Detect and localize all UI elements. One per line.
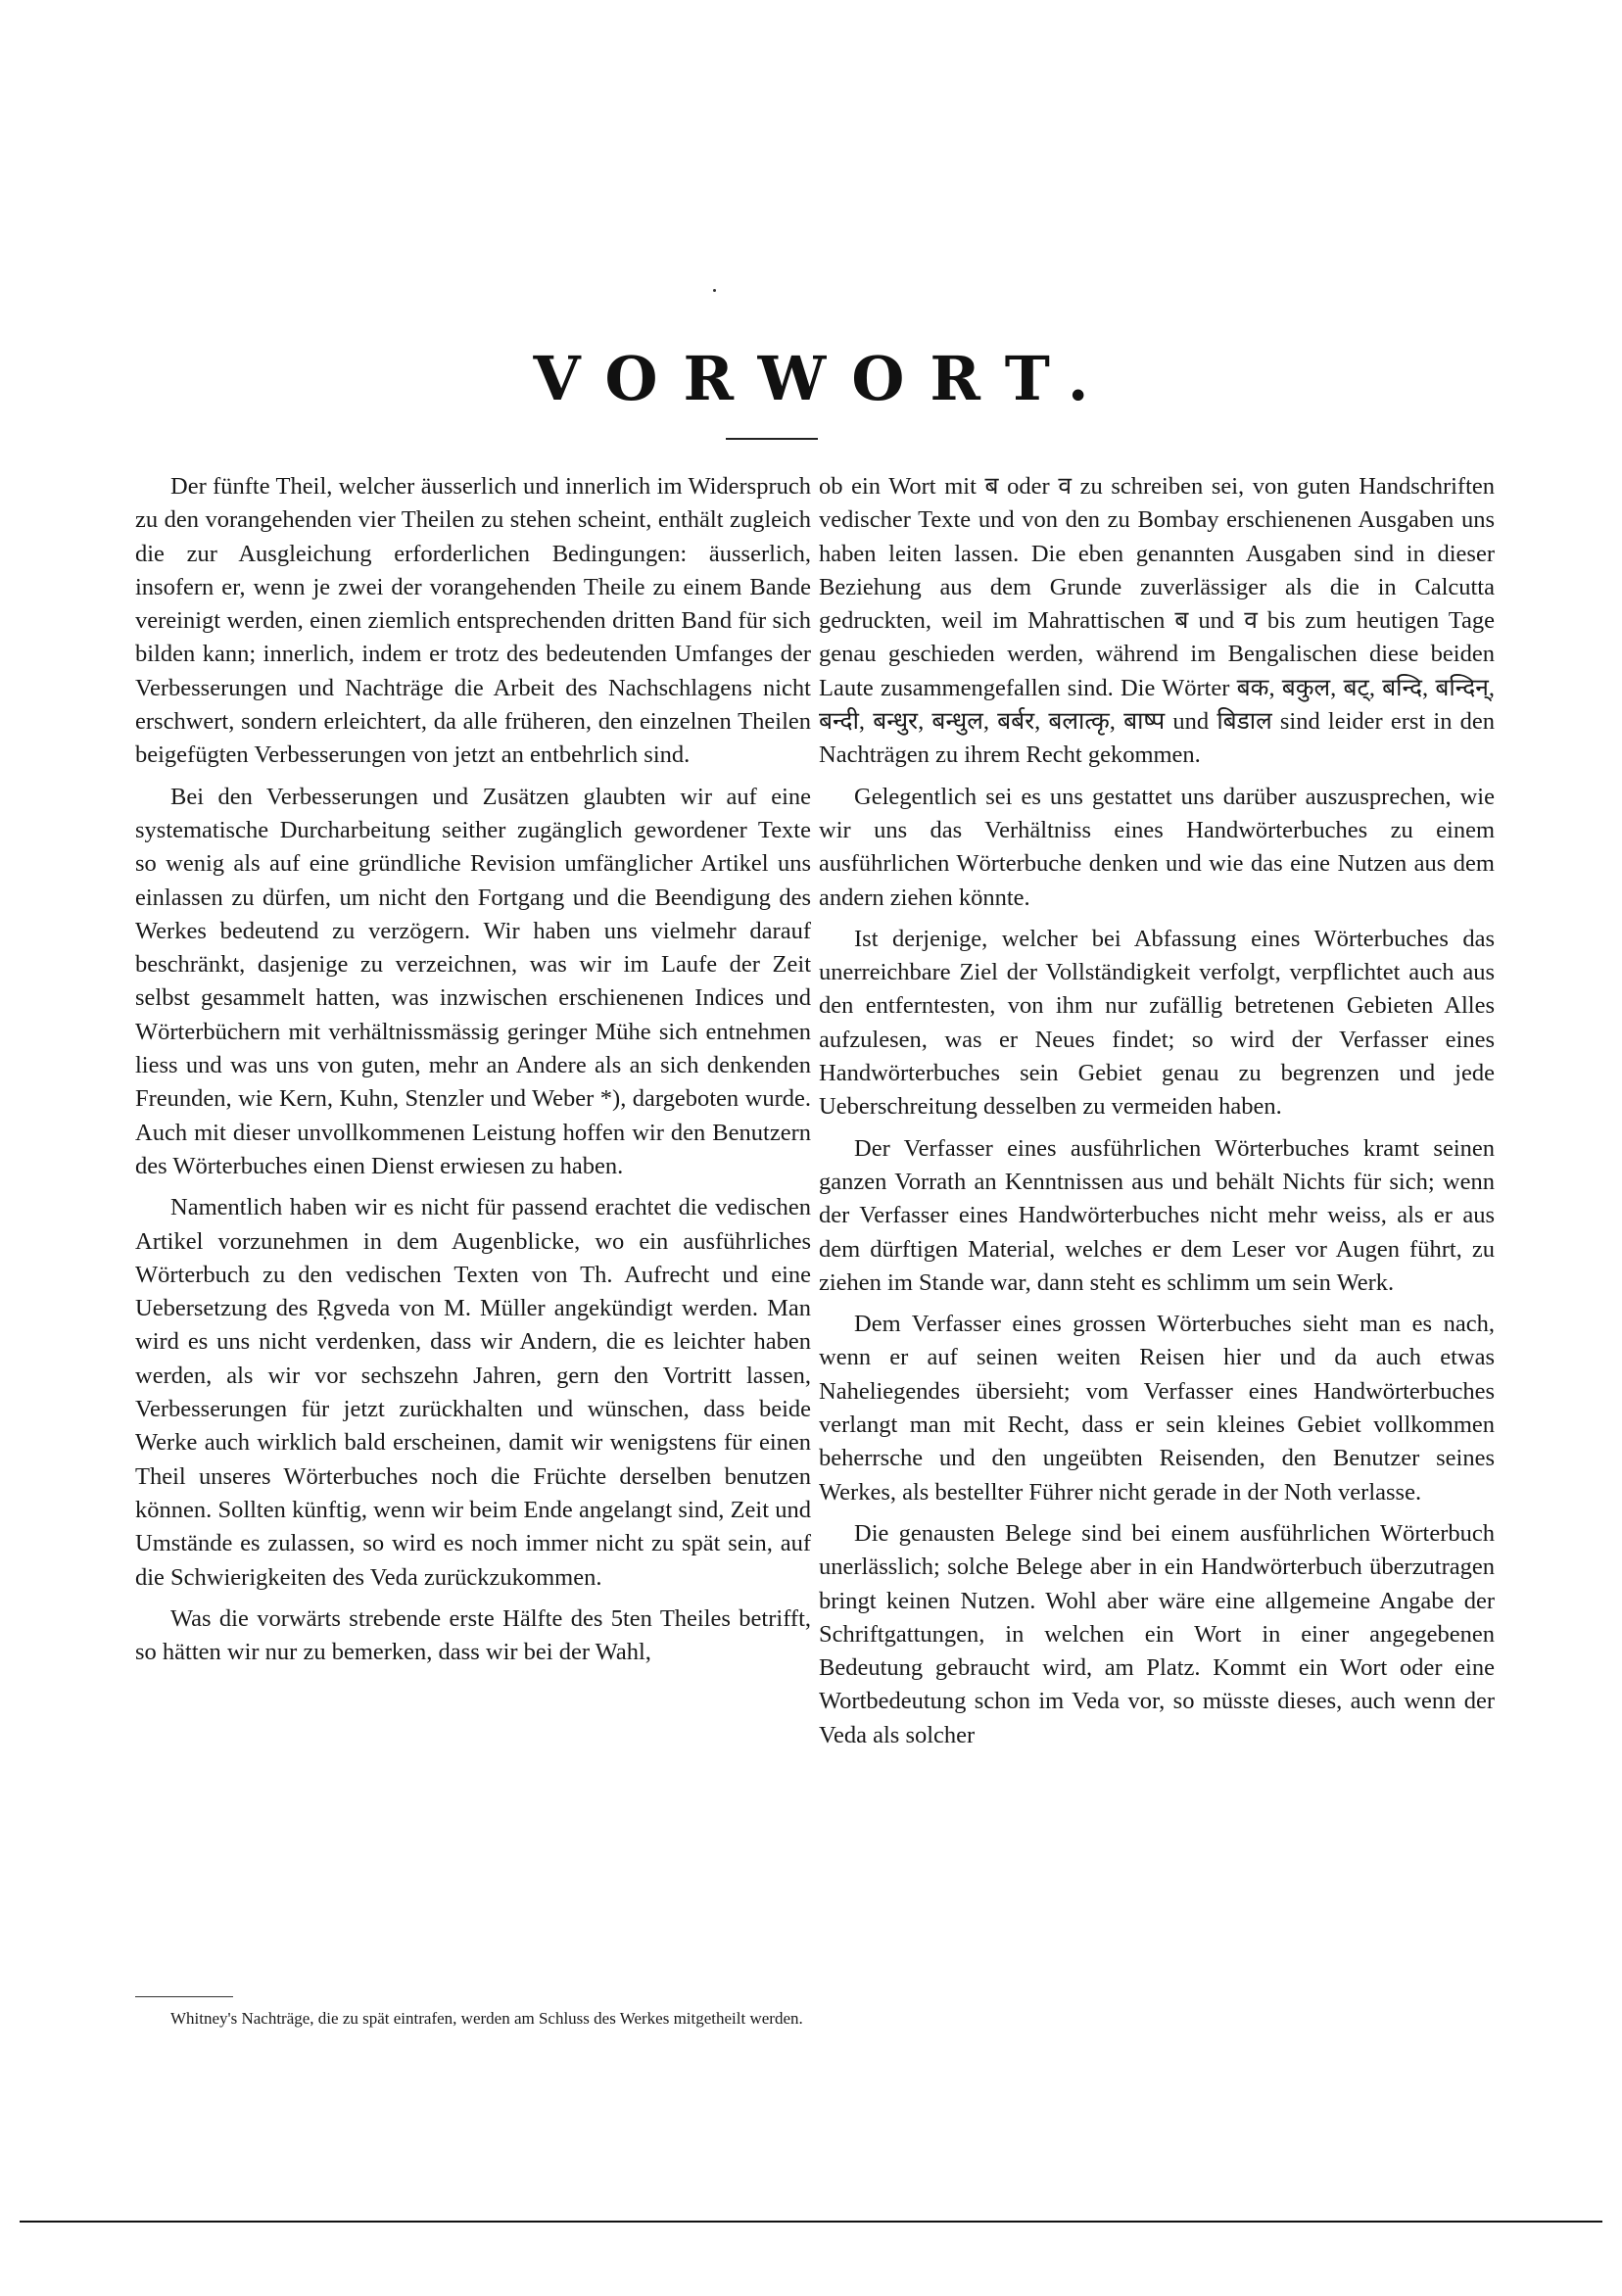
paragraph: Dem Verfasser eines grossen Wörterbuches sieht man es nach, wenn er auf seinen weiten Reisen hier und da auch etwas Naheliegendes übersieht; vom Verfasser eines Handwörterbuches verlangt man mit Recht, dass er sein kleines Gebiet vollkommen beherrsche und den ungeübten Reisenden, den Benutzer seines Werkes, als bestellter Führer nicht gerade in der Noth verlasse.	[819, 1311, 1495, 1506]
page-title: VORWORT.	[533, 343, 1115, 414]
footnote	[135, 2006, 811, 2031]
paragraph: Was die vorwärts strebende erste Hälfte des 5ten Theiles betrifft, so hätten wir nur zu bemerken, dass wir bei der Wahl,	[135, 1604, 811, 1666]
paragraph: Ist derjenige, welcher bei Abfassung eines Wörterbuches das unerreichbare Ziel der Vollständigkeit verfolgt, verpflichtet auch aus den entferntesten, von ihm nur zufällig betretenen Gebieten Alles aufzulesen, was er Neues findet; so wird der Verfasser eines Handwörterbuches sein Gebiet genau zu begrenzen und jede Ueberschreitung desselben zu vermeiden haben.	[819, 925, 1495, 1121]
paragraph: Der Verfasser eines ausführlichen Wörterbuches kramt seinen ganzen Vorrath an Kenntnissen aus und behält Nichts für sich; wenn der Verfasser eines Handwörterbuches nicht mehr weiss, als er aus dem dürftigen Material, welches er dem Leser vor Augen führt, zu ziehen im Stande war, dann steht es schlimm um sein Werk.	[819, 1134, 1495, 1296]
title-underline	[726, 438, 818, 440]
paragraph: Gelegentlich sei es uns gestattet uns darüber auszusprechen, wie wir uns das Verhältniss eines Handwörterbuches zu einem ausführlichen Wörterbuche denken und wie das eine Nutzen aus dem andern ziehen könnte.	[819, 783, 1495, 911]
page-bottom-rule	[20, 2221, 1602, 2223]
footnote-text: Whitney's Nachträge, die zu spät eintrafen, werden am Schluss des Werkes mitgetheilt werden.	[170, 2009, 803, 2028]
paragraph: Bei den Verbesserungen und Zusätzen glaubten wir auf eine systematische Durcharbeitung seither zugänglich gewordener Texte so wenig als auf eine gründliche Revision umfänglicher Artikel uns einlassen zu dürfen, um nicht den Fortgang und die Beendigung des Werkes bedeutend zu verzögern. Wir haben uns vielmehr darauf beschränkt, dasjenige zu verzeichnen, was wir im Laufe der Zeit selbst gesammelt hatten, was inzwischen erschienenen Indices und Wörterbüchern mit verhältnissmässig geringer Mühe sich entnehmen liess und was uns von guten, mehr an Andere als an sich denkenden Freunden, wie Kern, Kuhn, Stenzler und Weber *), dargeboten wurde. Auch mit dieser unvollkommenen Leistung hoffen wir den Benutzern des Wörterbuches einen Dienst erwiesen zu haben.	[135, 783, 811, 1179]
paragraph: ob ein Wort mit ब oder व zu schreiben sei, von guten Handschriften vedischer Texte und von den zu Bombay erschienenen Ausgaben uns haben leiten lassen. Die eben genannten Ausgaben sind in dieser Beziehung aus dem Grunde zuverlässiger als die in Calcutta gedruckten, weil im Mahrattischen ब und व bis zum heutigen Tage genau geschieden werden, während im Bengalischen diese beiden Laute zusammengefallen sind. Die Wörter बक, बकुल, बट्, बन्दि, बन्दिन्, बन्दी, बन्धुर, बन्धुल, बर्बर, बलात्कृ, बाष्प und बिडाल sind leider erst in den Nachträgen zu ihrem Recht gekommen.	[819, 473, 1495, 769]
paragraph: Die genausten Belege sind bei einem ausführlichen Wörterbuch unerlässlich; solche Belege aber in ein Handwörterbuch überzutragen bringt keinen Nutzen. Wohl aber wäre eine allgemeine Angabe der Schriftgattungen, in welchen ein Wort in einer angegebenen Bedeutung gebraucht wird, am Platz. Kommt ein Wort oder eine Wortbedeutung schon im Veda vor, so müsste dieses, auch wenn der Veda als solcher	[819, 1519, 1495, 1748]
paragraph: Namentlich haben wir es nicht für passend erachtet die vedischen Artikel vorzunehmen in dem Augenblicke, wo ein ausführliches Wörterbuch zu den vedischen Texten von Th. Aufrecht und eine Uebersetzung des Ṛgveda von M. Müller angekündigt werden. Man wird es uns nicht verdenken, dass wir Andern, die es leichter haben werden, als wir vor sechszehn Jahren, gern den Vortritt lassen, Verbesserungen für jetzt zurückhalten und wünschen, dass beide Werke auch wirklich bald erscheinen, damit wir wenigstens für einen Theil unseres Wörterbuches noch die Früchte derselben benutzen können. Sollten künftig, wenn wir beim Ende angelangt sind, Zeit und Umstände es zulassen, so wird es noch immer nicht zu spät sein, auf die Schwierigkeiten des Veda zurückzukommen.	[135, 1194, 811, 1591]
right-column	[819, 470, 1495, 1760]
left-column	[135, 470, 811, 1677]
paragraph: Der fünfte Theil, welcher äusserlich und innerlich im Widerspruch zu den vorangehenden vier Theilen zu stehen scheint, enthält zugleich die zur Ausgleichung erforderlichen Bedingungen: äusserlich, insofern er, wenn je zwei der vorangehenden Theile zu einem Bande vereinigt werden, einen ziemlich entsprechenden dritten Band für sich bilden kann; innerlich, indem er trotz des bedeutenden Umfanges der Verbesserungen und Nachträge die Arbeit des Nachschlagens nicht erschwert, sondern erleichtert, da alle früheren, den einzelnen Theilen beigefügten Verbesserungen von jetzt an entbehrlich sind.	[135, 473, 811, 769]
footnote-rule	[135, 1996, 233, 1997]
print-speck	[713, 289, 716, 292]
